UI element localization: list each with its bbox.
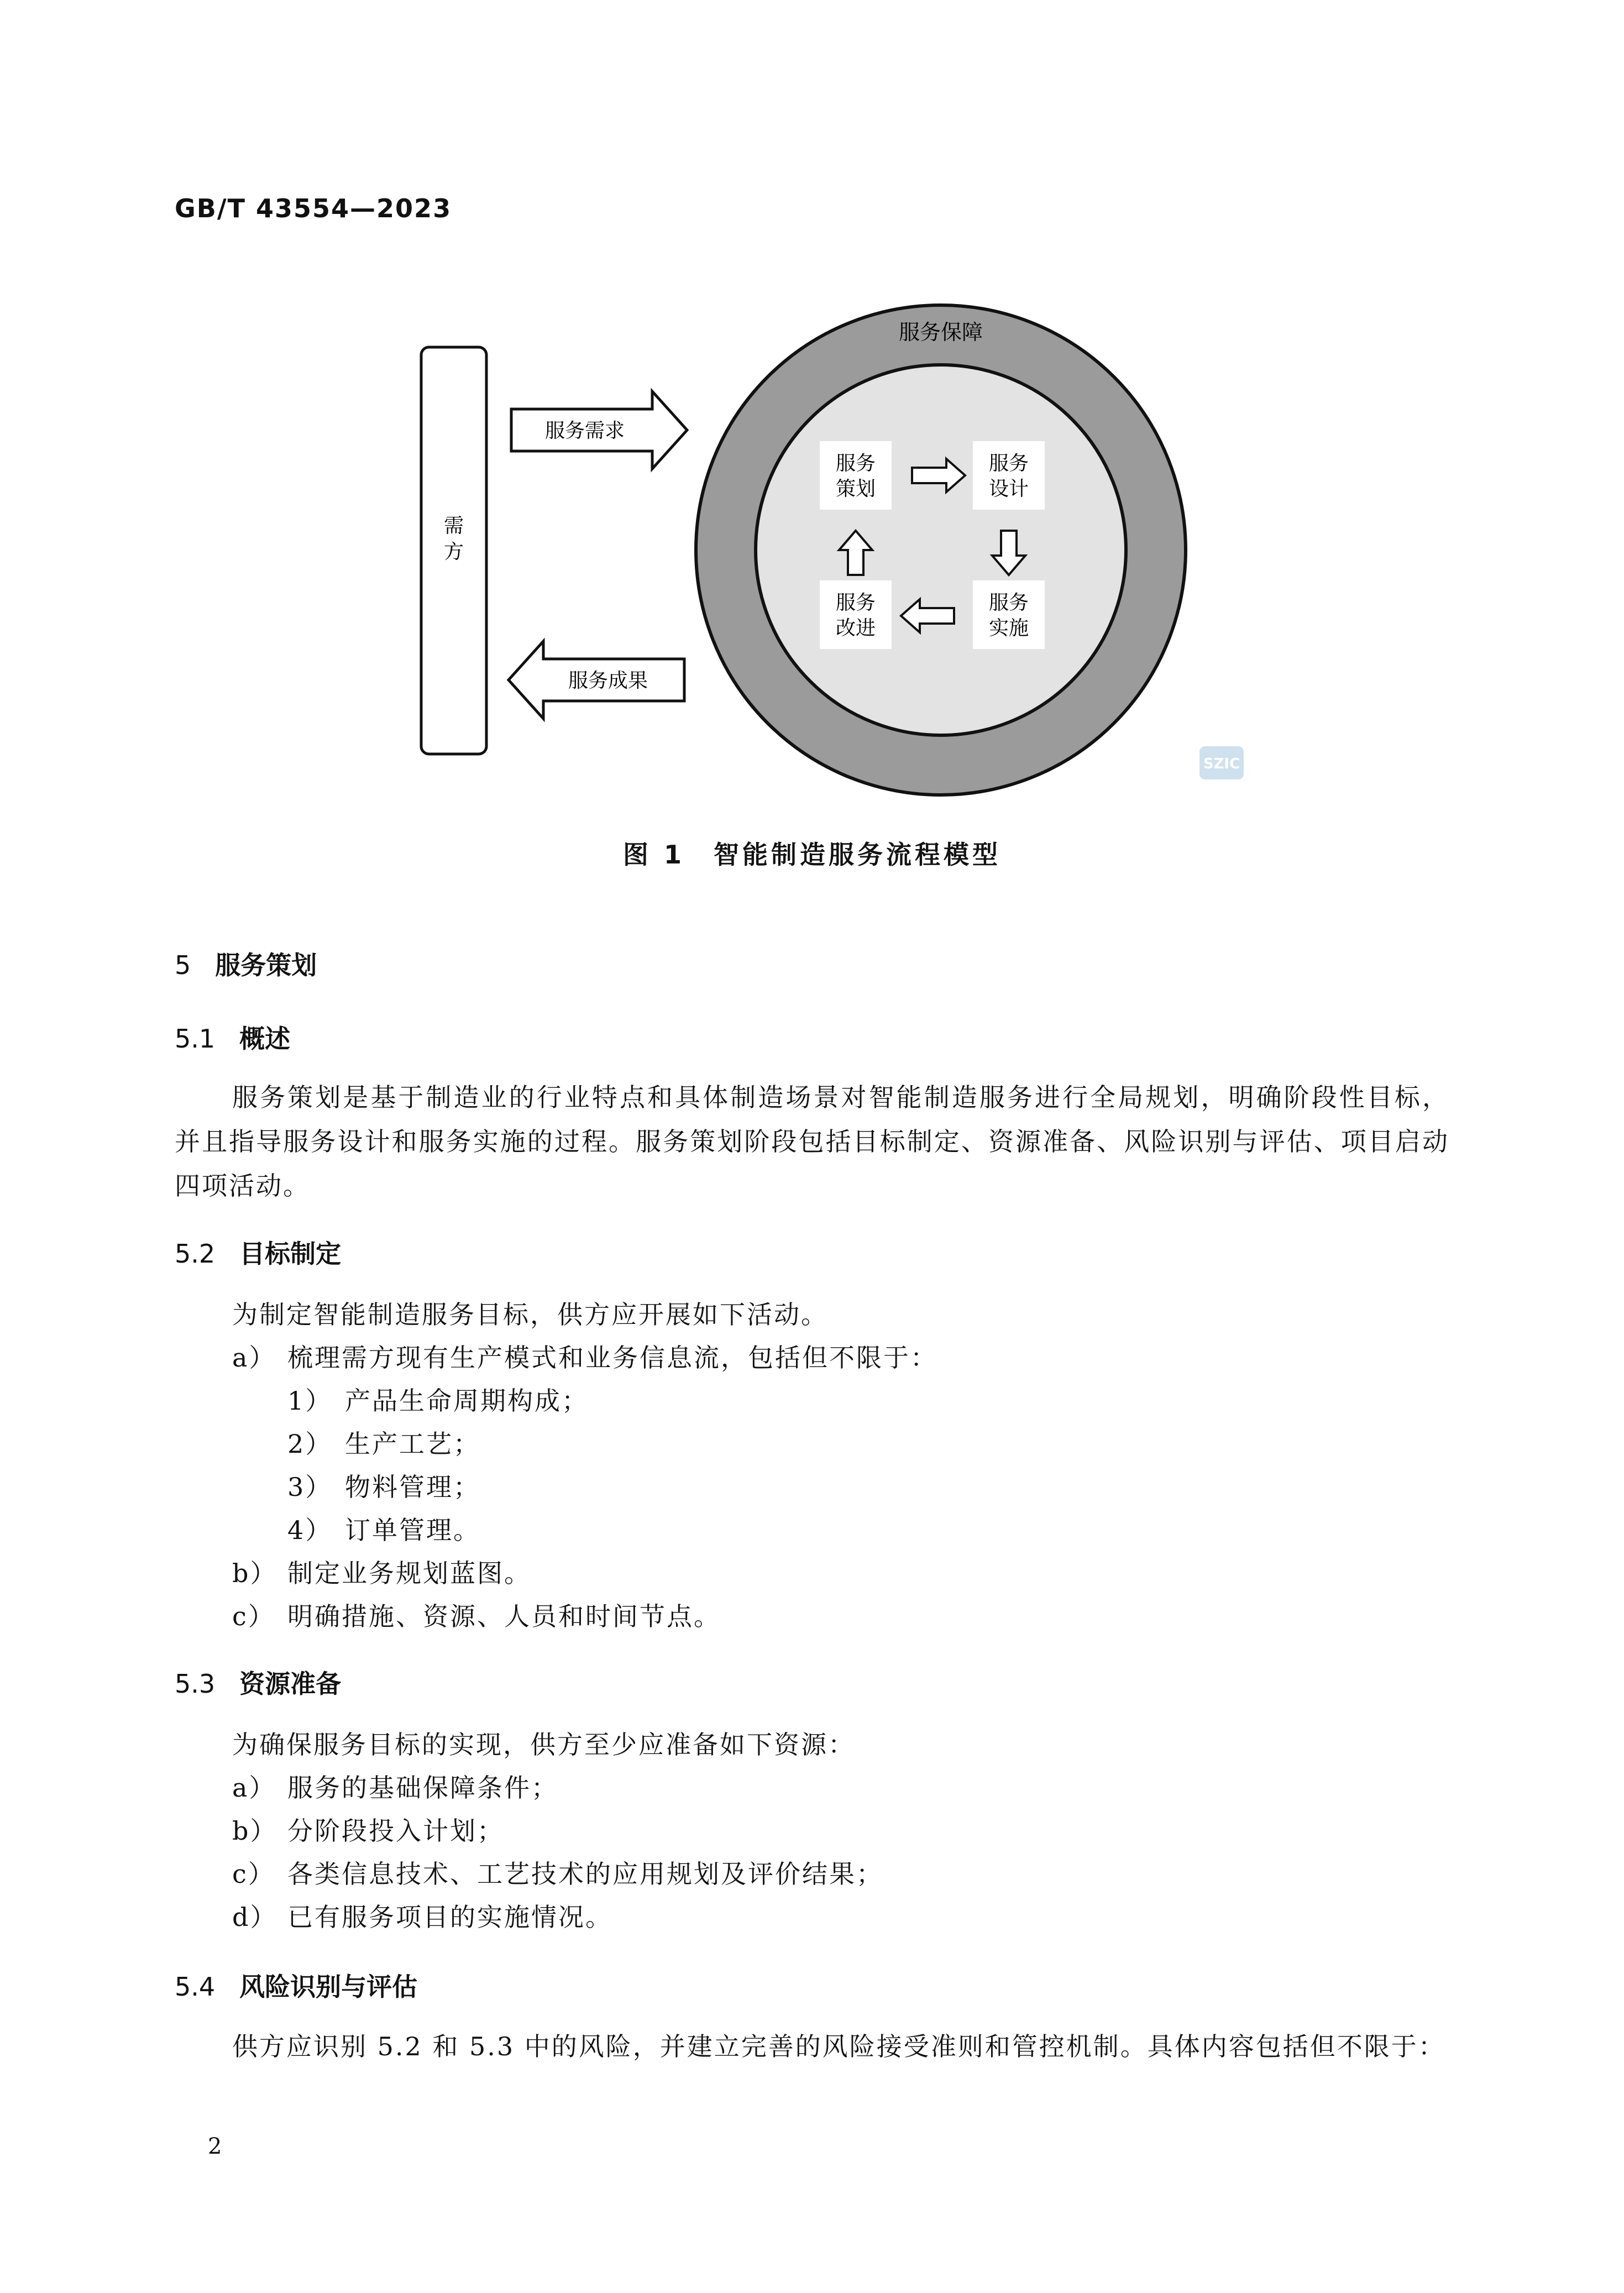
figure-caption: 图 1 智能制造服务流程模型 bbox=[622, 840, 1002, 870]
step-improve-line1: 服务 bbox=[835, 591, 876, 614]
section-5-1-paragraph: 服务策划是基于制造业的行业特点和具体制造场景对智能制造服务进行全局规划，明确阶段性目标，并且指导服务设计和服务实施的过程。服务策划阶段包括目标制定、资源准备、风险识别与评估、项目启动四项活动。 bbox=[175, 1082, 1449, 1201]
section-5-4-paragraph: 供方应识别 5.2 和 5.3 中的风险，并建立完善的风险接受准则和管控机制。具体内容包括但不限于： bbox=[232, 2032, 1445, 2061]
section-5-1-heading bbox=[175, 1019, 290, 1055]
section-number: 5.2 bbox=[175, 1239, 216, 1269]
service-demand-label: 服务需求 bbox=[544, 420, 625, 442]
step-design-line1: 服务 bbox=[988, 452, 1029, 475]
section-title: 目标制定 bbox=[239, 1239, 342, 1269]
list-item: b） 分阶段投入计划； bbox=[232, 1816, 504, 1846]
section-5-4-heading bbox=[175, 1967, 417, 2003]
list-item: c） 各类信息技术、工艺技术的应用规划及评价结果； bbox=[232, 1859, 883, 1889]
list-item: a） 梳理需方现有生产模式和业务信息流，包括但不限于： bbox=[232, 1343, 937, 1373]
service-flow-diagram bbox=[0, 0, 1624, 829]
sub-list-item: 2） 生产工艺； bbox=[287, 1429, 480, 1459]
sub-list-item: 4） 订单管理。 bbox=[287, 1515, 480, 1545]
demand-side-label-2: 方 bbox=[443, 541, 464, 563]
sub-list-item: 1） 产品生命周期构成； bbox=[287, 1386, 589, 1416]
demand-side-label-1: 需 bbox=[443, 515, 464, 537]
section-5-2-intro: 为制定智能制造服务目标，供方应开展如下活动。 bbox=[232, 1300, 828, 1329]
page-number: 2 bbox=[208, 2134, 222, 2159]
section-number: 5.4 bbox=[175, 1972, 216, 2002]
section-title: 服务策划 bbox=[215, 950, 317, 980]
list-item: a） 服务的基础保障条件； bbox=[232, 1773, 558, 1803]
service-guarantee-label: 服务保障 bbox=[898, 320, 983, 344]
step-design-line2: 设计 bbox=[988, 478, 1029, 500]
section-5-3-heading bbox=[175, 1664, 341, 1700]
section-number: 5 bbox=[175, 950, 191, 980]
inner-process-disk bbox=[756, 365, 1126, 735]
service-result-label: 服务成果 bbox=[568, 669, 648, 692]
sub-list-item: 3） 物料管理； bbox=[287, 1472, 480, 1502]
section-5-heading bbox=[175, 945, 317, 982]
step-implement-line1: 服务 bbox=[988, 591, 1029, 614]
list-item: c） 明确措施、资源、人员和时间节点。 bbox=[232, 1601, 721, 1631]
step-plan-line1: 服务 bbox=[835, 452, 876, 475]
section-5-3-intro: 为确保服务目标的实现，供方至少应准备如下资源： bbox=[232, 1730, 855, 1760]
step-improve-line2: 改进 bbox=[835, 617, 876, 640]
section-title: 概述 bbox=[239, 1024, 291, 1054]
section-number: 5.3 bbox=[175, 1669, 216, 1699]
standard-code: GB/T 43554—2023 bbox=[175, 193, 452, 223]
section-title: 资源准备 bbox=[239, 1669, 342, 1699]
step-implement-line2: 实施 bbox=[988, 617, 1029, 640]
watermark-text: SZIC bbox=[1203, 756, 1240, 772]
list-item: d） 已有服务项目的实施情况。 bbox=[232, 1902, 612, 1932]
section-title: 风险识别与评估 bbox=[239, 1972, 418, 2002]
list-item: b） 制定业务规划蓝图。 bbox=[232, 1558, 531, 1588]
section-number: 5.1 bbox=[175, 1024, 216, 1054]
step-plan-line2: 策划 bbox=[835, 478, 876, 500]
section-5-2-heading bbox=[175, 1234, 341, 1270]
